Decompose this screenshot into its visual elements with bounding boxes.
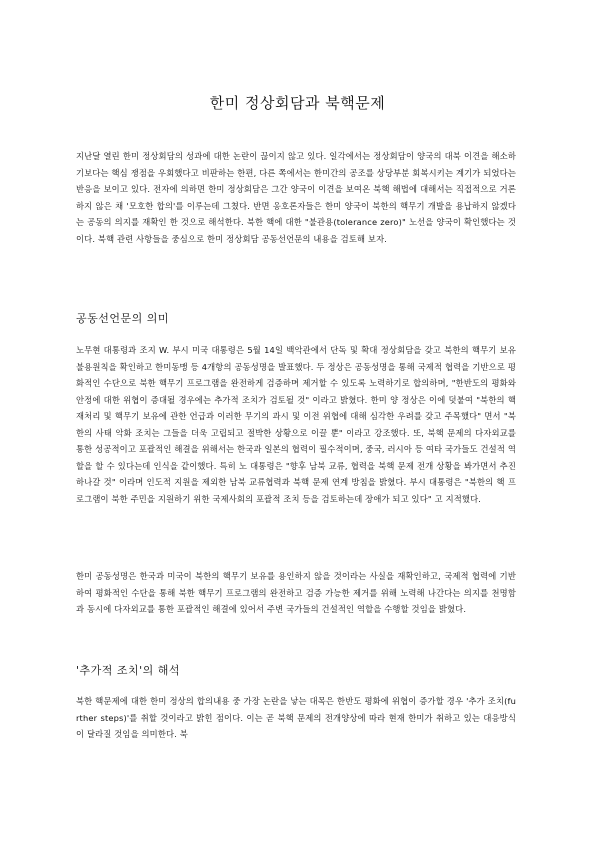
section-heading-further-steps: '추가적 조치'의 해석 <box>76 664 181 677</box>
section1-paragraph-1: 노무현 대통령과 조지 W. 부시 미국 대통령은 5월 14일 백악관에서 단독 및 확대 정상회담을 갖고 북한의 핵무기 보유 불용원칙을 확인하고 한미동맹 등 4개항의 공동성명을 발표했다. 두 정상은 공동성명을 통해 국제적 협력을 기반으로 평화적인 수단으로 북한 핵무기 프로그램을 완전하게 검증하며 제거할 수 있도록 노력하기로 합의하며, "한반도의 평화와 안정에 대한 위협이 증대될 경우에는 추가적 조치가 검토될 것" 이라고 밝혔다. 한미 양 정상은 이에 덧붙여 "북한의 핵 재처리 및 핵무기 보유에 관한 언급과 이러한 무기의 과시 및 이전 위협에 대해 심각한 우려를 갖고 주목했다" 면서 "북한의 사태 악화 조치는 그들을 더욱 고립되고 절박한 상황으로 이끌 뿐" 이라고 강조했다. 또, 북핵 문제의 다자외교를 통한 성공적이고 포괄적인 해결을 위해서는 한국과 일본의 협력이 필수적이며, 중국, 러시아 등 여타 국가들도 건설적 역할을 할 수 있다는데 인식을 같이했다. 특히 노 대통령은 "향후 남북 교류, 협력을 북핵 문제 전개 상황을 봐가면서 추진하나갈 것" 이라며 인도적 지원을 제외한 남북 교류협력과 북핵 문제 연계 방침을 밝혔다. 부시 대통령은 "북한의 핵 프로그램이 북한 주민을 지원하기 위한 국제사회의 포괄적 조치 등을 검토하는데 장애가 되고 있다" 고 지적했다. <box>76 345 516 504</box>
document-title: 한미 정상회담과 북핵문제 <box>209 94 386 112</box>
section-heading-joint-declaration: 공동선언문의 의미 <box>76 312 170 325</box>
section1-paragraph-2: 한미 공동성명은 한국과 미국이 북한의 핵무기 보유를 용인하지 않을 것이라는 사실을 재확인하고, 국제적 협력에 기반하여 평화적인 수단을 통해 북한 핵무기 프로그램의 완전하고 검증 가능한 제거를 위해 노력해 나간다는 의지를 천명함과 동시에 다자외교를 통한 포괄적인 해결에 있어서 주변 국가들의 건설적인 역할을 수행할 것임을 밝혔다. <box>76 571 516 614</box>
section2-paragraph-1: 북한 핵문제에 대한 한미 정상의 합의내용 중 가장 논란을 낳는 대목은 한반도 평화에 위협이 증가할 경우 '추가 조치(further steps)'를 취할 것이라고 밝힌 점이다. 이는 곧 북핵 문제의 전개양상에 따라 현재 한미가 취하고 있는 대응방식이 달라질 것임을 의미한다. 북 <box>76 696 516 739</box>
intro-paragraph: 지난달 열린 한미 정상회담의 성과에 대한 논란이 끊이지 않고 있다. 일각에서는 정상회담이 양국의 대북 이견을 해소하기보다는 핵심 쟁점을 우회했다고 비판하는 한편, 다른 쪽에서는 한미간의 공조를 상당부분 회복시키는 계기가 되었다는 반응을 보이고 있다. 전자에 의하면 한미 정상회담은 그간 양국이 이견을 보여온 북핵 해법에 대해서는 직접적으로 거론하지 않은 채 '모호한 합의'를 이루는데 그쳤다. 반면 옹호론자들은 한미 양국이 북한의 핵무기 개발을 용납하지 않겠다는 공동의 의지를 재확인 한 것으로 해석한다. 북한 핵에 대한 "불관용(tolerance zero)" 노선을 양국이 확인했다는 것이다. 북핵 관련 사항들을 중심으로 한미 정상회담 공동선언문의 내용을 검토해 보자. <box>76 151 516 244</box>
